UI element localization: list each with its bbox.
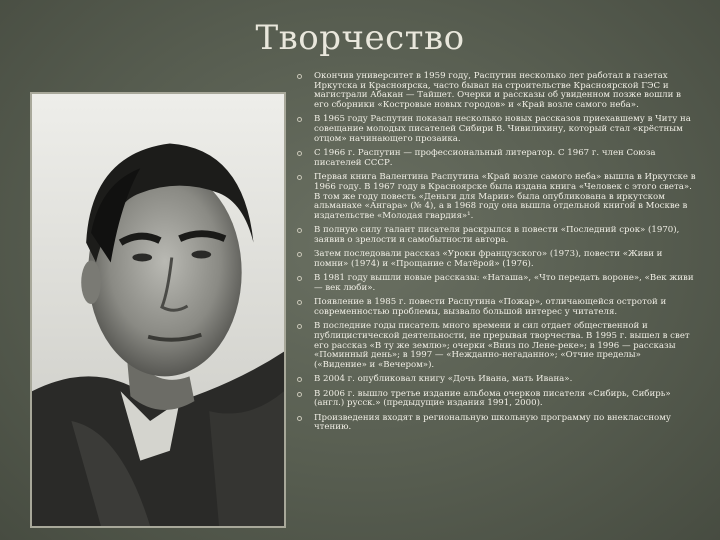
bullet-text: Произведения входят в региональную школьную программу по внеклассному чтению. xyxy=(314,412,671,433)
bullet-item xyxy=(296,322,696,371)
bullet-icon xyxy=(297,252,302,257)
bullet-icon xyxy=(297,300,302,305)
bullet-item xyxy=(296,414,696,433)
bullet-icon xyxy=(297,392,302,397)
bullet-icon xyxy=(297,117,302,122)
bullet-item xyxy=(296,274,696,293)
bullet-icon xyxy=(297,175,302,180)
bullet-list xyxy=(296,72,696,522)
bullet-text: Появление в 1985 г. повести Распутина «Пожар», отличающейся остротой и современностью проблемы, вызвало большой интерес у читателя. xyxy=(314,297,667,317)
bullet-text: Окончив университет в 1959 году, Распутин несколько лет работал в газетах Иркутска и Красноярска, часто бывал на строительстве Красноярской ГЭС и магистрали Абакан — Тайшет. Очерки и рассказы об увиденном позже вошли в его сборники «Костровые новых городов» и «Край возле самого неба». xyxy=(314,71,681,111)
bullet-icon xyxy=(297,377,302,382)
bullet-text: В 2004 г. опубликовал книгу «Дочь Ивана, мать Ивана». xyxy=(314,374,573,385)
bullet-icon xyxy=(297,74,302,79)
bullet-text: В 1965 году Распутин показал несколько новых рассказов приехавшему в Читу на совещание молодых писателей Сибири В. Чивилихину, который стал «крёстным отцом» начинающего прозаика. xyxy=(314,114,691,144)
portrait-image xyxy=(32,94,284,526)
bullet-text: Первая книга Валентина Распутина «Край возле самого неба» вышла в Иркутске в 1966 году. В 1967 году в Красноярске была издана книга «Человек с этого света». В том же году повесть «Деньги для Марии» была опубликована в иркутском альманахе «Ангара» (№ 4), а в 1968 году она вышла отдельной книгой в Москве в издательстве «Молодая гвардия»¹. xyxy=(314,172,696,221)
bullet-item xyxy=(296,298,696,317)
bullet-icon xyxy=(297,228,302,233)
bullet-item xyxy=(296,149,696,168)
bullet-icon xyxy=(297,416,302,421)
bullet-item xyxy=(296,173,696,222)
bullet-text: Затем последовали рассказ «Уроки французского» (1973), повести «Живи и помни» (1974) и «Прощание с Матёрой» (1976). xyxy=(314,249,663,269)
bullet-text: В полную силу талант писателя раскрылся в повести «Последний срок» (1970), заявив о зрелости и самобытности автора. xyxy=(314,225,680,245)
bullet-text: С 1966 г. Распутин — профессиональный литератор. С 1967 г. член Союза писателей СССР. xyxy=(314,148,656,168)
bullet-item xyxy=(296,375,696,385)
bullet-text: В последние годы писатель много времени и сил отдает общественной и публицистической деятельности, не прерывая творчества. В 1995 г. вышел в свет его рассказ «В ту же землю»; очерки «Вниз по Лене-реке»; в 1996 — рассказы «Поминный день»; в 1997 — «Нежданно-негаданно»; «Отчие пределы» («Видение» и «Вечером»). xyxy=(314,321,690,371)
bullet-icon xyxy=(297,151,302,156)
bullet-item xyxy=(296,115,696,144)
bullet-text: В 1981 году вышли новые рассказы: «Наташа», «Что передать вороне», «Век живи — век люби». xyxy=(314,273,694,293)
author-portrait xyxy=(30,92,286,528)
bullet-text: В 2006 г. вышло третье издание альбома очерков писателя «Сибирь, Сибирь» (англ.) русск.» (предыдущие издания 1991, 2000). xyxy=(314,388,671,409)
slide-title: Творчество xyxy=(255,18,465,58)
bullet-item xyxy=(296,390,696,409)
bullet-item xyxy=(296,250,696,269)
bullet-item xyxy=(296,226,696,245)
bullet-icon xyxy=(297,324,302,329)
bullet-icon xyxy=(297,276,302,281)
bullet-item xyxy=(296,72,696,111)
